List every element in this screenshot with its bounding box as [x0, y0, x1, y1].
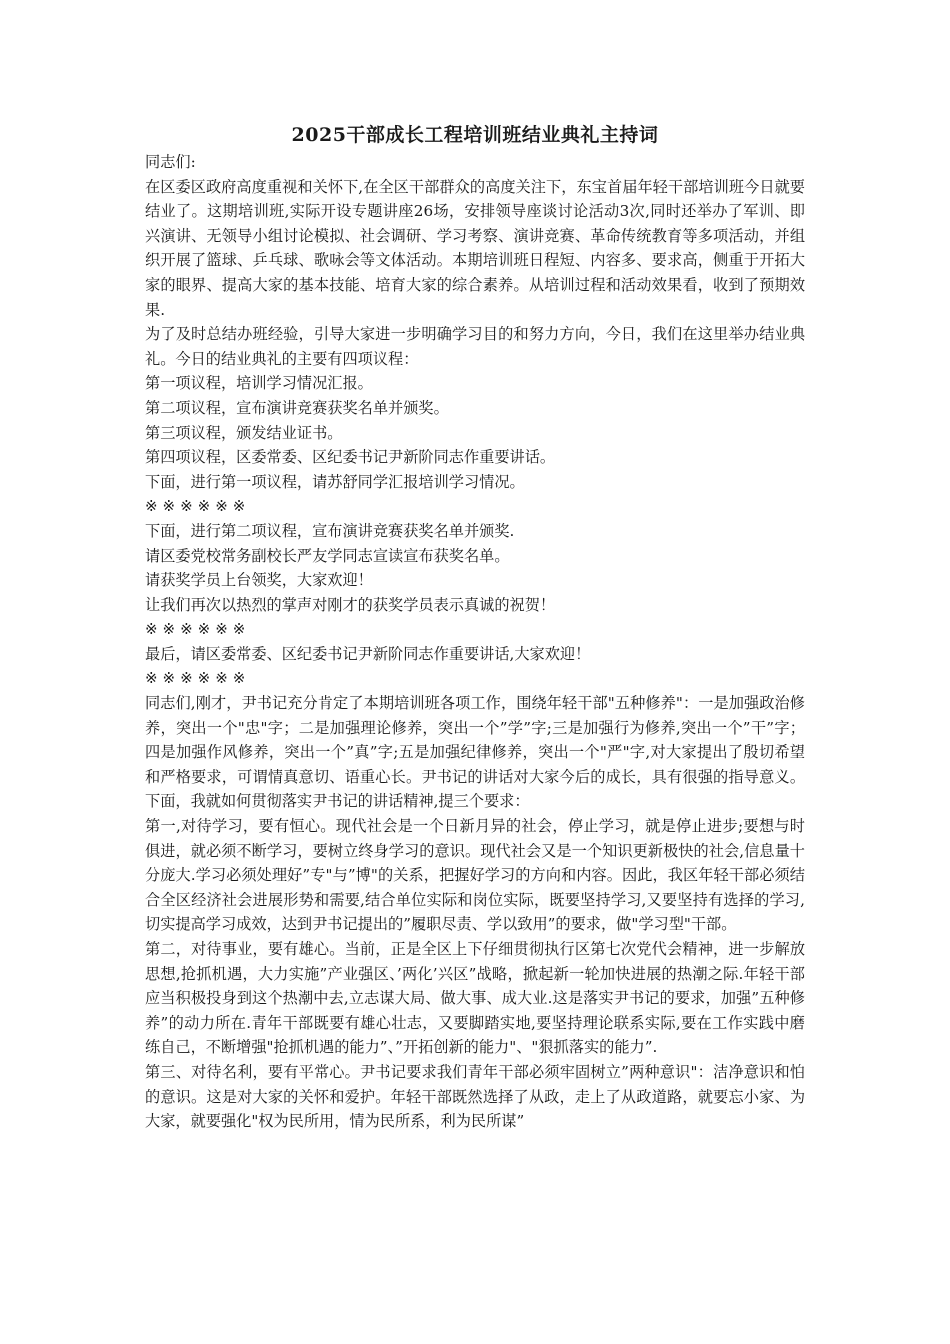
section-separator: ※ ※ ※ ※ ※ ※ — [145, 669, 246, 688]
paragraph-agenda-3: 第三项议程，颁发结业证书。 — [145, 423, 343, 442]
document-page — [145, 120, 805, 1134]
document-title: 2025干部成长工程培训班结业典礼主持词 — [291, 124, 659, 146]
section-separator: ※ ※ ※ ※ ※ ※ — [145, 497, 246, 516]
paragraph-final-speech: 最后，请区委常委、区纪委书记尹新阶同志作重要讲话,大家欢迎！ — [145, 644, 591, 663]
paragraph-summary: 同志们,刚才，尹书记充分肯定了本期培训班各项工作，围绕年轻干部"五种修养"：一是加强政治修养，突出一个"忠"字；二是加强理论修养，突出一个”学”字;三是加强行为修养,突出一个”干”字；四是加强作风修养，突出一个”真”字;五是加强纪律修养，突出一个"严"字,对大家提出了殷切希望和严格要求，可谓情真意切、语重心长。尹书记的讲话对大家今后的成长，具有很强的指导意义。下面，我就如何贯彻落实尹书记的讲话精神,提三个要求： — [145, 694, 805, 811]
paragraph-agenda-4: 第四项议程，区委常委、区纪委书记尹新阶同志作重要讲话。 — [145, 448, 556, 467]
document-body — [145, 150, 805, 1134]
paragraph-intro: 在区委区政府高度重视和关怀下,在全区干部群众的高度关注下，东宝首届年轻干部培训班今日就要结业了。这期培训班,实际开设专题讲座26场，安排领导座谈讨论活动3次,同时还举办了军训、即兴演讲、无领导小组讨论模拟、社会调研、学习考察、演讲竞赛、革命传统教育等多项活动，并组织开展了篮球、乒乓球、歌咏会等文体活动。本期培训班日程短、内容多、要求高，侧重于开拓大家的眼界、提高大家的基本技能、培育大家的综合素养。从培训过程和活动效果看，收到了预期效果. — [145, 177, 805, 319]
paragraph-requirement-3: 第三、对待名利，要有平常心。尹书记要求我们青年干部必须牢固树立”两种意识"：洁净意识和怕的意识。这是对大家的关怀和爱护。年轻干部既然选择了从政，走上了从政道路，就要忘小家、为大家，就要强化"权为民所用，情为民所系，利为民所谋” — [145, 1062, 805, 1131]
paragraph-greeting: 同志们: — [145, 153, 196, 171]
paragraph-applause: 让我们再次以热烈的掌声对刚才的获奖学员表示真诚的祝贺！ — [145, 595, 556, 614]
paragraph-agenda-1: 第一项议程，培训学习情况汇报。 — [145, 374, 373, 393]
paragraph-requirement-2: 第二，对待事业，要有雄心。当前，正是全区上下仔细贯彻执行区第七次党代会精神，进一步解放思想,抢抓机遇，大力实施”产业强区、’两化’兴区”战略，掀起新一轮加快进展的热潮之际.年轻干部应当积极投身到这个热潮中去,立志谋大局、做大事、成大业.这是落实尹书记的要求，加强”五种修养”的动力所在.青年干部既要有雄心壮志，又要脚踏实地,要坚持理论联系实际,要在工作实践中磨练自己，不断增强"抢抓机遇的能力”、”开拓创新的能力"、"狠抓落实的能力”. — [145, 940, 805, 1057]
paragraph-agenda-2: 第二项议程，宣布演讲竞赛获奖名单并颁奖。 — [145, 398, 449, 417]
paragraph-award-stage: 请获奖学员上台领奖，大家欢迎！ — [145, 571, 373, 590]
paragraph-step-1: 下面，进行第一项议程，请苏舒同学汇报培训学习情况。 — [145, 472, 525, 491]
paragraph-agenda-intro: 为了及时总结办班经验，引导大家进一步明确学习目的和努力方向，今日，我们在这里举办结业典礼。今日的结业典礼的主要有四项议程： — [145, 325, 805, 368]
paragraph-requirement-1: 第一,对待学习，要有恒心。现代社会是一个日新月异的社会，停止学习，就是停止进步;要想与时俱进，就必须不断学习，要树立终身学习的意识。现代社会又是一个知识更新极快的社会,信息量十分庞大.学习必须处理好”专"与”博"的关系，把握好学习的方向和内容。因此，我区年轻干部必须结合全区经济社会进展形势和需要,结合单位实际和岗位实际，既要坚持学习,又要坚持有选择的学习,切实提高学习成效，达到尹书记提出的”履职尽责、学以致用”的要求，做"学习型"干部。 — [145, 817, 805, 934]
paragraph-award-list: 请区委党校常务副校长严友学同志宣读宣布获奖名单。 — [145, 546, 510, 565]
paragraph-step-2: 下面，进行第二项议程，宣布演讲竞赛获奖名单并颁奖. — [145, 521, 515, 540]
section-separator: ※ ※ ※ ※ ※ ※ — [145, 620, 246, 639]
